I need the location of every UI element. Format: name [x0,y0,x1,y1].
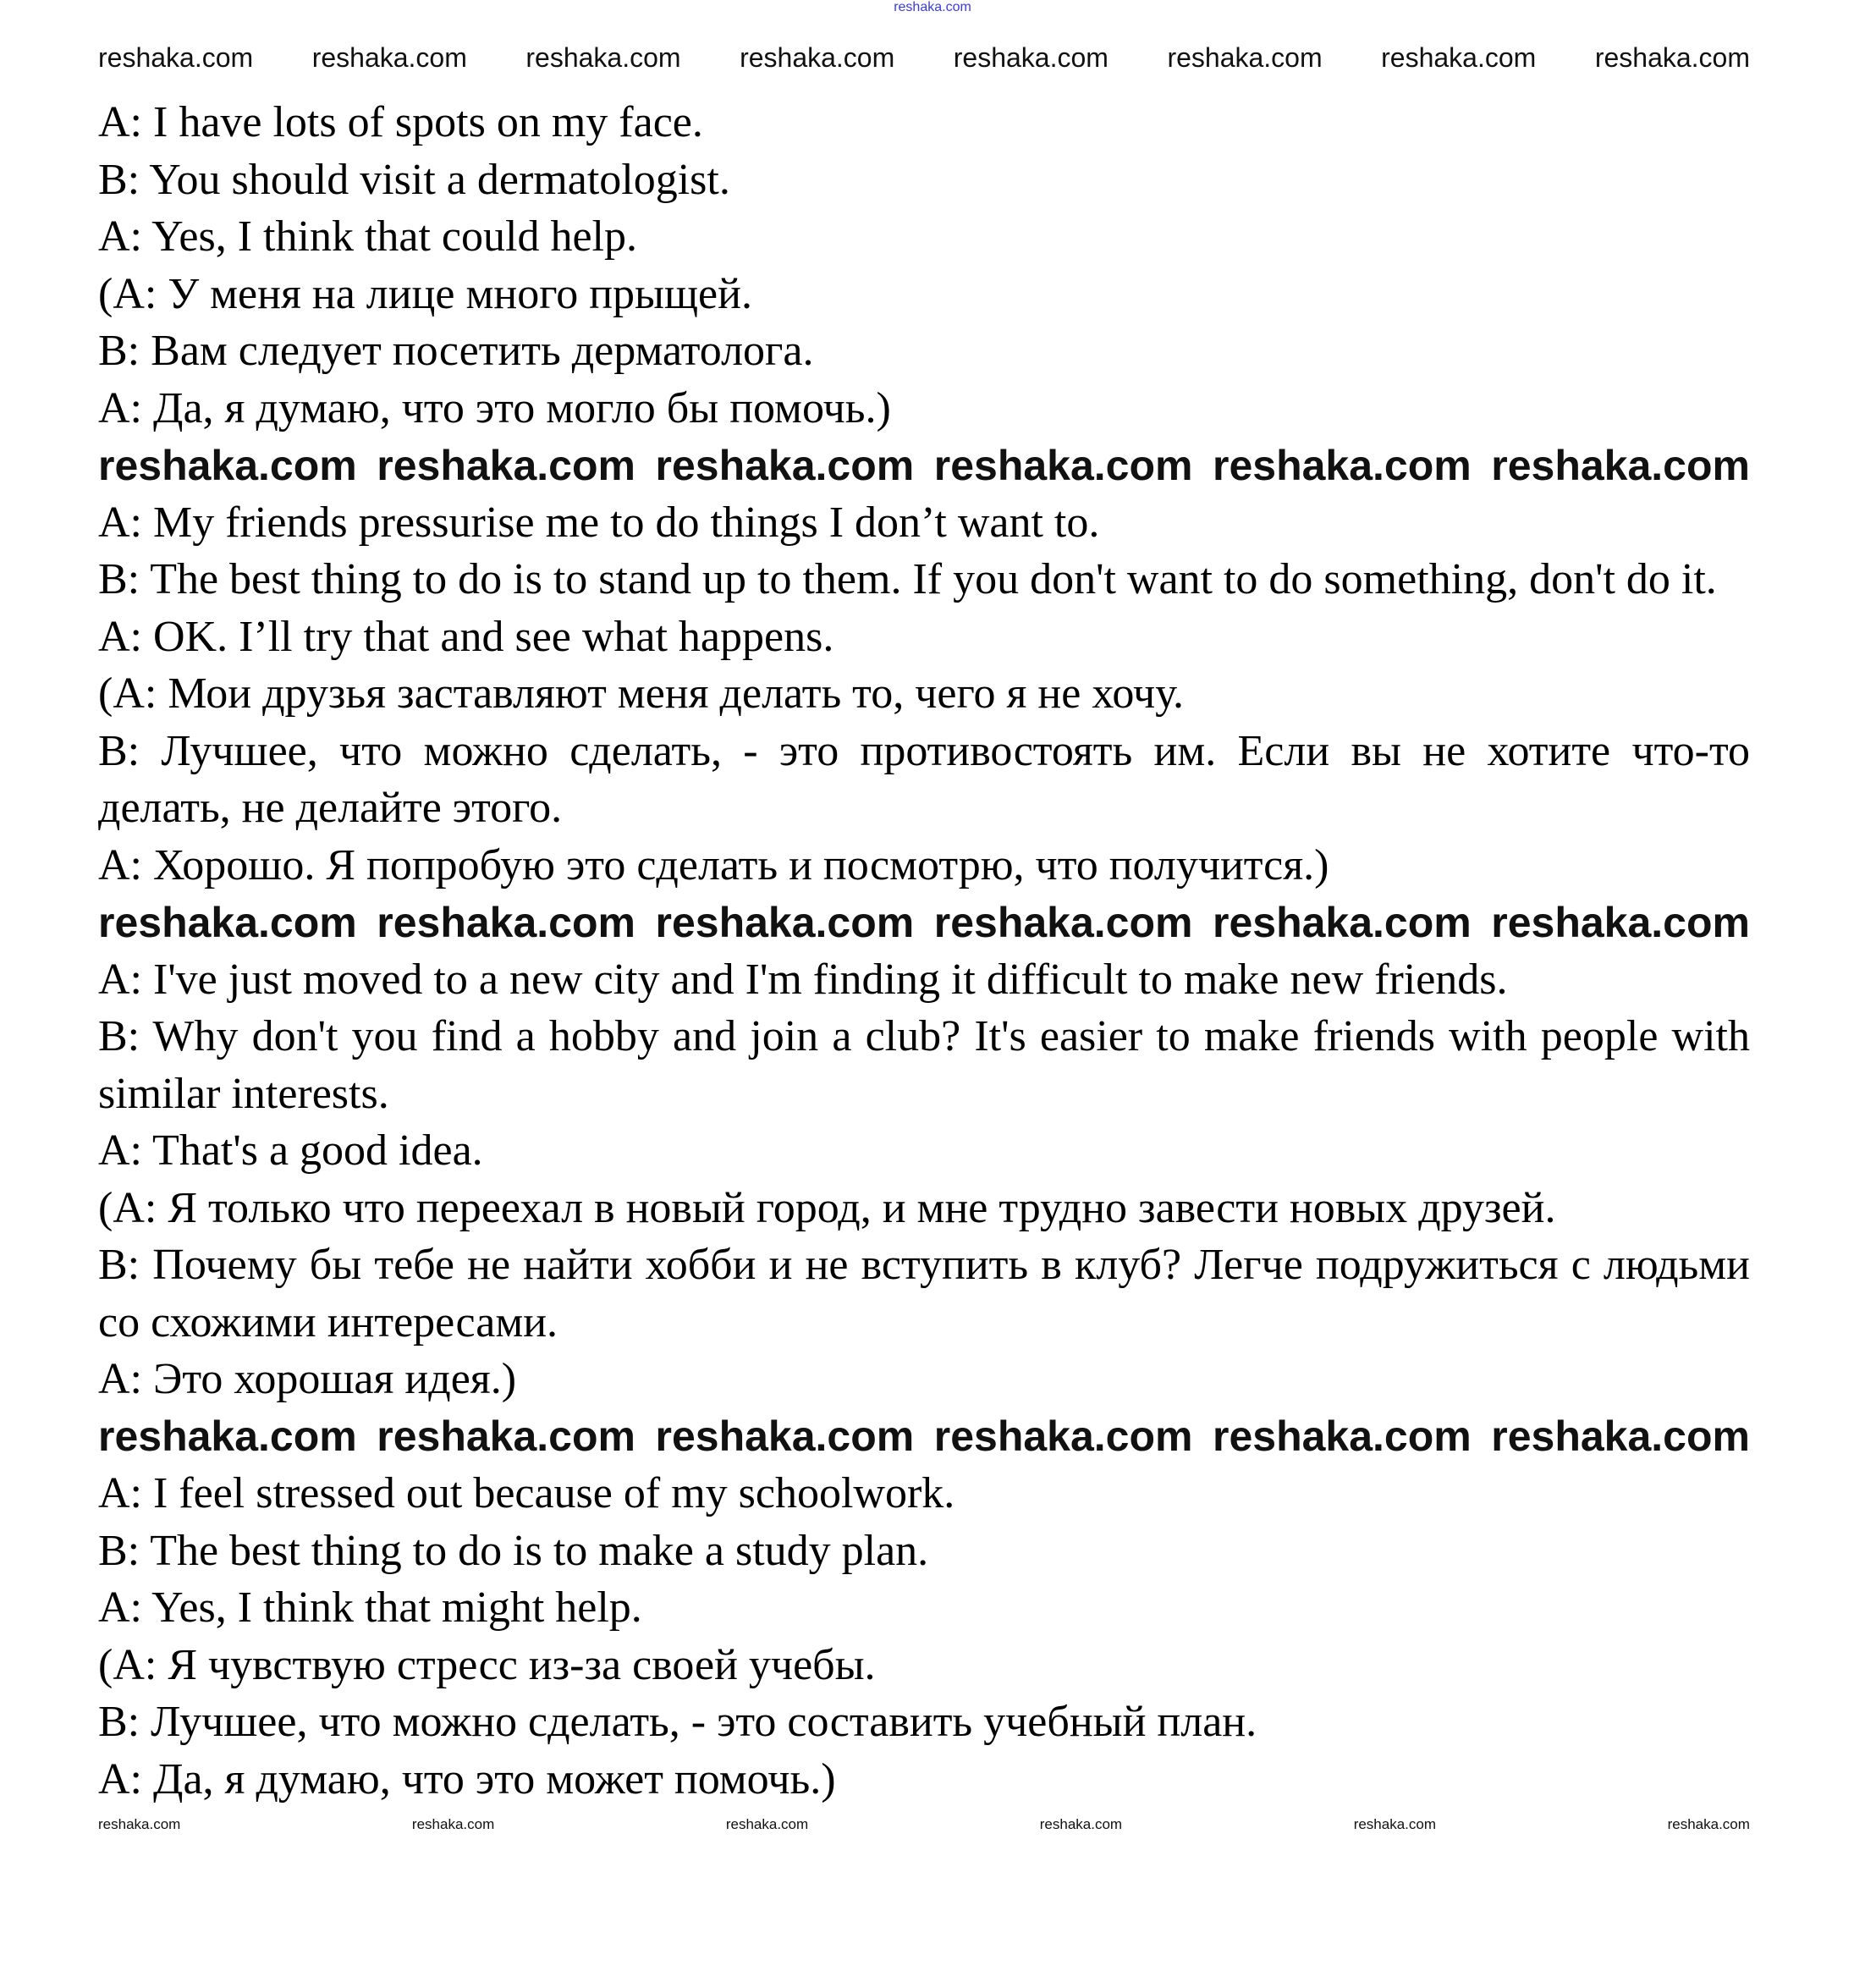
dialogue-line: (A: У меня на лице много прыщей. [98,269,752,318]
dialogue-line: A: Yes, I think that might help. [98,1583,642,1632]
dialogue-line: (A: Я чувствую стресс из-за своей учебы. [98,1640,876,1689]
dialogue-line: B: Вам следует посетить дерматолога. [98,327,814,375]
dialogue-line: A: I have lots of spots on my face. [98,98,703,146]
watermark: reshaka.com [933,1413,1193,1461]
watermark: reshaka.com [98,898,357,946]
watermark: reshaka.com [311,41,467,73]
watermark: reshaka.com [655,898,915,946]
watermark-row [98,437,1750,494]
watermark: reshaka.com [1167,41,1323,73]
watermark: reshaka.com [377,441,635,489]
watermark: reshaka.com [1213,898,1472,946]
dialogue-line: A: OK. I’ll try that and see what happens. [98,612,834,661]
watermark: reshaka.com [411,1816,495,1832]
watermark: reshaka.com [377,898,635,946]
header-watermark: reshaka.com [894,0,971,14]
watermark: reshaka.com [953,41,1109,73]
dialogue-line: B: Лучшее, что можно сделать, - это противостоять им. Если вы не хотите что-то делать, не делайте этого. [98,726,1750,832]
dialogue-line: B: You should visit a dermatologist. [98,155,730,204]
dialogue-line: (A: Мои друзья заставляют меня делать то, чего я не хочу. [98,669,1184,718]
dialogue-line: A: Это хорошая идея.) [98,1355,517,1403]
dialogue-line: B: The best thing to do is to make a study plan. [98,1526,929,1575]
dialogue-line: A: I feel stressed out because of my schoolwork. [98,1469,955,1517]
dialogue-line: A: My friends pressurise me to do things I don’t want to. [98,498,1100,547]
watermark: reshaka.com [740,41,895,73]
watermark: reshaka.com [655,441,915,489]
watermark: reshaka.com [98,41,254,73]
dialogue-line: A: I've just moved to a new city and I'm finding it difficult to make new friends. [98,955,1508,1004]
dialogue-line: B: The best thing to do is to stand up to them. If you don't want to do something, don't do it. [98,555,1717,603]
watermark: reshaka.com [1353,1816,1437,1832]
watermark: reshaka.com [933,441,1193,489]
dialogue-line: A: Yes, I think that could help. [98,212,637,261]
dialogue-line: B: Лучшее, что можно сделать, - это составить учебный план. [98,1698,1257,1746]
dialogue-line: B: Почему бы тебе не найти хобби и не вступить в клуб? Легче подружиться с людьми со схожими интересами. [98,1241,1750,1346]
watermark: reshaka.com [1491,1413,1750,1461]
dialogue-block-3 [98,951,1750,1408]
dialogue-line: B: Why don't you find a hobby and join a club? It's easier to make friends with people with similar interests. [98,1012,1750,1118]
dialogue-line: (A: Я только что переехал в новый город, и мне трудно завести новых друзей. [98,1183,1556,1232]
watermark: reshaka.com [377,1413,635,1461]
watermark: reshaka.com [1491,898,1750,946]
watermark: reshaka.com [1491,441,1750,489]
watermark: reshaka.com [98,1413,357,1461]
watermark: reshaka.com [98,1816,181,1832]
watermark: reshaka.com [1039,1816,1123,1832]
watermark: reshaka.com [933,898,1193,946]
watermark: reshaka.com [1381,41,1537,73]
dialogue-line: A: Хорошо. Я попробую это сделать и посмотрю, что получится.) [98,840,1329,889]
dialogue-document [98,94,1750,1842]
watermark: reshaka.com [725,1816,809,1832]
watermark: reshaka.com [1594,41,1750,73]
watermark-row-bottom [98,1808,1750,1842]
watermark-row [98,894,1750,951]
watermark: reshaka.com [98,441,357,489]
watermark: reshaka.com [525,41,681,73]
watermark: reshaka.com [1213,441,1472,489]
dialogue-block-1 [98,94,1750,437]
dialogue-line: A: Да, я думаю, что это может помочь.) [98,1754,836,1804]
dialogue-block-2 [98,494,1750,895]
watermark: reshaka.com [1213,1413,1472,1461]
watermark: reshaka.com [1667,1816,1750,1832]
watermark-row [98,1408,1750,1466]
watermark: reshaka.com [655,1413,915,1461]
watermark-row-top [98,20,1750,94]
dialogue-line: A: Да, я думаю, что это могло бы помочь.) [98,383,891,432]
dialogue-block-4 [98,1465,1750,1808]
dialogue-line: A: That's a good idea. [98,1126,483,1175]
